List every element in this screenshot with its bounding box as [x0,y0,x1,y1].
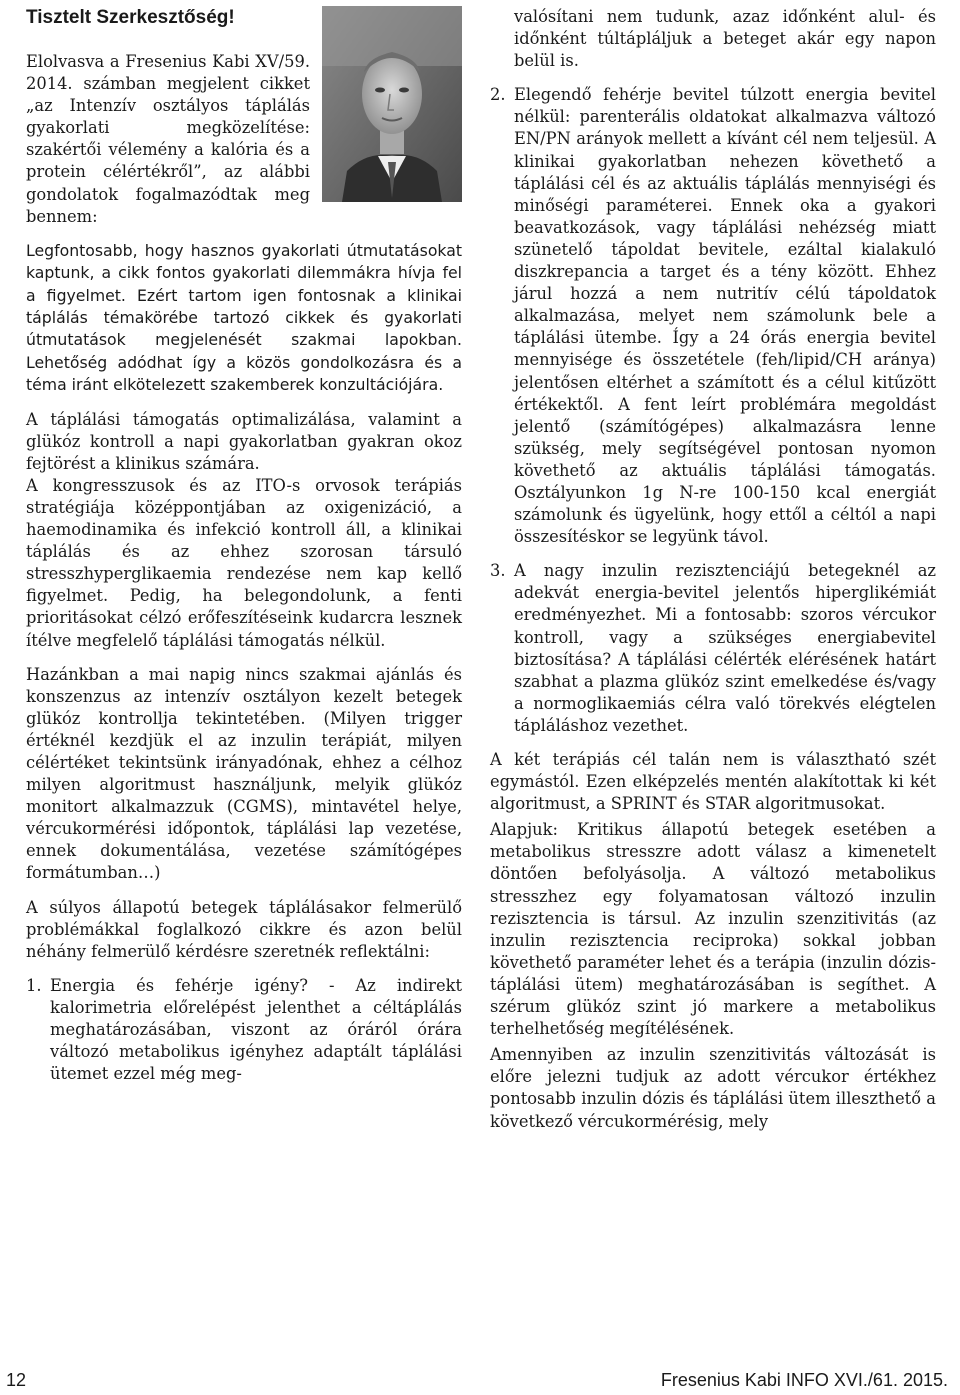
list-item [490,560,936,737]
list-item [26,975,462,1085]
paragraph-optimization: A táplálási támogatás optimalizálása, valamint a glükóz kontroll a napi gyakorlatban gyakran okoz fejtörést a klinikus számára. [26,409,462,473]
list-item-text: Energia és fehérje igény? - Az indirekt kalorimetria előrelépést jelenthet a céltáplálás meghatározásában, viszont az óráról órára változó metabolikus igényhez adaptált táplálási ütemet ezzel még meg- [50,975,462,1084]
author-photo [322,6,462,202]
list-item-number: 2. [490,85,506,105]
list-item [490,84,936,548]
publication-title: Fresenius Kabi INFO XVI./61. 2015. [660,1370,948,1390]
question-list-continued [490,84,936,737]
page-number: 12 [6,1370,27,1390]
paragraph-hungary: Hazánkban a mai napig nincs szakmai ajánlás és konszenzus az intenzív osztályon kezelt betegek glükóz kontrollja tekintetében. (Milyen trigger értéknél kezdjük el az inzulin terápiát, milyen célértéket tekintsünk irányadónak, ehhez a célhoz milyen algoritmust használjunk, melyik glükóz monitort alkalmazzuk (CGMS), mintavétel helye, vércukormérési időpontok, táplálási lap vezetése, ennek dokumentálása, vezetése számítógépes formátumban…) [26,664,462,883]
page-footer [0,1368,960,1395]
paragraph-two-goals: A két terápiás cél talán nem is választható szét egymástól. Ezen elképzelés mentén alakítottak ki két algoritmust, a SPRINT és STAR algoritmusokat. [490,750,936,814]
list-item-text: Elegendő fehérje bevitel túlzott energia bevitel nélkül: parenterális oldatokat alkalmazva változó EN/PN arányok mellett a kívánt cél nem teljesül. A klinikai gyakorlatban nehezen követhető a táplálási cél és az aktuális táplálás mennyiségi és minőségi paraméterei. Ennek oka a gyakori beavatkozások, vagy táplálási nehézség miatt szünetelő tápoldat bevitele, ezáltal kialakuló diszkrepancia a target és a tény között. Ehhez járul hozzá a nem nutritív célú tápoldatok alkalmazása, melyet nem számolunk bele a táplálási ütembe. Így a 24 órás energia bevitel mennyisége és összetétele (feh/lipid/CH aránya) jelentősen eltérhet a számított és a célul kitűzött értékektől. A fent leírt problémára megoldást jelentő (számítógépes) alkalmazásra lenne szükség, mely segítségével pontosan nyomon követhető az aktuális táplálási támogatás. Osztályunkon 1g N-re 100-150 kcal energiát számolunk és ügyelünk, hogy ettől a céltól a napi összesítéskor se legyünk távol. [514,85,936,547]
question-list-start [26,975,462,1085]
lead-paragraph: Legfontosabb, hogy hasznos gyakorlati útmutatásokat kaptunk, a cikk fontos gyakorlati dilemmákra hívja fel a figyelmet. Ezért tartom igen fontosnak a klinikai táplálás témakörébe tartozó cikkek és gyakorlati útmutatások megjelenését szakmai lapokban. Lehetőség adódhat így a közös gondolkozásra és a téma iránt elkötelezett szakemberek konzultációjára. [26,240,462,395]
list-item-text: A nagy inzulin rezisztenciájú betegeknél az adekvát energia-bevitel jelentős hiperglikémiát eredményezhet. Mi a fontosabb: szoros vércukor kontroll, vagy a szükséges energiabevitel biztosítása? A táplálási célérték elérésének határt szabhat a plazma glükóz szint emelkedése és/vagy a normoglikaemiás célra való törekvés elégtelen tápláláshoz vezethet. [514,561,936,735]
author-portrait-image [322,6,462,202]
list-item-number: 3. [490,561,506,581]
paragraph-basis: Alapjuk: Kritikus állapotú betegek esetében a metabolikus stresszre adott válasz a kimenetelt döntően befolyásolja. A változó metabolikus stresszhez egy folyamatosan változó inzulin rezisztencia is társul. Az inzulin szenzitivitás (az inzulin rezisztencia reciproka) sokkal jobban követhető paraméter lehet és a terápia (inzulin dózis-táplálási ütem) meghatározásában is segíthet. A szérum glükóz szint jó markere a metabolikus terhelhetőség megítélésének. [490,820,936,1039]
continuation-paragraph: valósítani nem tudunk, azaz időnként alul- és időnként túltápláljuk a beteget akár egy napon belül is. [514,7,936,71]
right-column [490,6,936,1145]
left-column [26,6,462,1097]
paragraph-insulin-sensitivity: Amennyiben az inzulin szenzitivitás változását is előre jelezni tudjuk az adott vércukor értékhez pontosabb inzulin dózis és táplálási ütem illeszthető a következő vércukormérésig, mely [490,1045,936,1131]
greeting: Tisztelt Szerkesztőség! [26,7,235,28]
list-item-number: 1. [26,975,42,995]
intro-paragraph: Elolvasva a Fresenius Kabi XV/59. 2014. számban megjelent cikket „az Intenzív osztályos táplálás gyakorlati megközelítése: szakértői vélemény a kalória és a protein célértékről”, az alábbi gondolatok fogalmazódtak meg bennem: [26,52,310,226]
paragraph-congress: A kongresszusok és az ITO-s orvosok terápiás stratégiája középpontjában az oxigenizáció, a haemodinamika és infekció kontroll áll, a klinikai táplálás és az ehhez szorosan társuló stresszhyperglikaemia rendezése nem kap kellő figyelmet. Pedig, ha belegondolunk, a fenti prioritásokat célzó erőfeszítéseink kudarcra lesznek ítélve megfelelő táplálási támogatás nélkül. [26,475,462,650]
paragraph-questions: A súlyos állapotú betegek táplálásakor felmerülő problémákkal foglalkozó cikkre és azon belül néhány felmerülő kérdésre szeretnék reflektálni: [26,897,462,961]
